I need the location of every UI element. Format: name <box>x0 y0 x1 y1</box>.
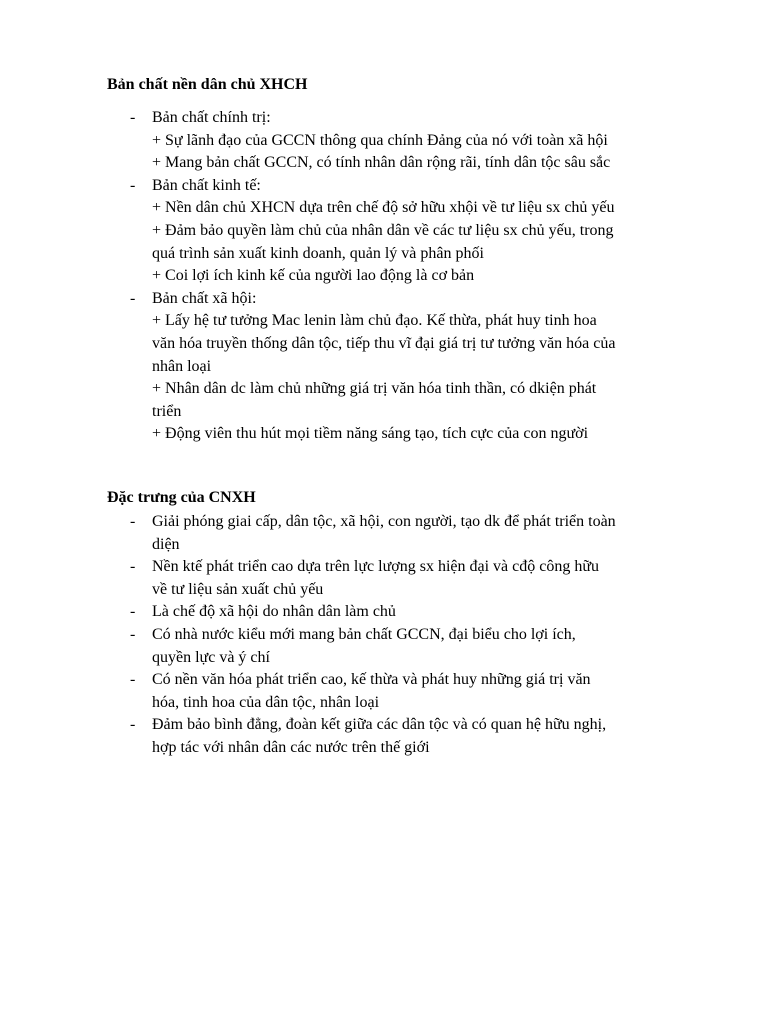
item-text: Có nhà nước kiểu mới mang bản chất GCCN, đại biểu cho lợi ích, <box>152 625 576 643</box>
item-text: hợp tác với nhân dân các nước trên thế giới <box>152 738 430 756</box>
item-point: nhân loại <box>152 357 212 375</box>
item-point: + Coi lợi ích kinh kế của người lao động là cơ bản <box>152 267 475 285</box>
bullet-dash: - <box>130 513 136 530</box>
item-text: Có nền văn hóa phát triển cao, kế thừa và phát huy những giá trị văn <box>152 671 591 689</box>
item-text: Giải phóng giai cấp, dân tộc, xã hội, con người, tạo dk để phát triển toàn <box>152 513 616 530</box>
list-item <box>107 288 667 446</box>
list-item <box>107 556 667 601</box>
section-2-list <box>107 511 667 760</box>
list-item <box>107 175 667 288</box>
item-label: Bản chất chính trị: <box>152 109 271 126</box>
bullet-dash: - <box>130 671 136 689</box>
list-item <box>107 601 667 624</box>
list-item <box>107 107 667 175</box>
bullet-dash: - <box>130 625 136 643</box>
item-text: quyền lực và ý chí <box>152 648 270 666</box>
item-point: + Động viên thu hút mọi tiềm năng sáng tạo, tích cực của con người <box>152 425 589 443</box>
bullet-dash: - <box>130 603 136 621</box>
list-item <box>107 511 667 556</box>
list-item <box>107 714 667 759</box>
section-1-heading: Bản chất nền dân chủ XHCH <box>107 76 308 93</box>
item-text: hóa, tinh hoa của dân tộc, nhân loại <box>152 693 380 711</box>
item-point: + Lấy hệ tư tưởng Mac lenin làm chủ đạo. Kế thừa, phát huy tinh hoa <box>152 312 597 330</box>
item-point: văn hóa truyền thống dân tộc, tiếp thu vĩ đại giá trị tư tưởng văn hóa của <box>152 334 616 352</box>
item-point: quá trình sản xuất kinh doanh, quản lý và phân phối <box>152 244 484 262</box>
item-point: + Nền dân chủ XHCN dựa trên chế độ sở hữu xhội về tư liệu sx chủ yếu <box>152 199 615 217</box>
list-item <box>107 624 667 669</box>
item-text: về tư liệu sản xuất chủ yếu <box>152 580 324 598</box>
item-text: diện <box>152 535 180 553</box>
bullet-dash: - <box>130 176 136 194</box>
item-label: Bản chất xã hội: <box>152 289 257 307</box>
item-point: + Mang bản chất GCCN, có tính nhân dân rộng rãi, tính dân tộc sâu sắc <box>152 154 611 172</box>
item-label: Bản chất kinh tế: <box>152 176 261 194</box>
item-text: Đảm bảo bình đẳng, đoàn kết giữa các dân tộc và có quan hệ hữu nghị, <box>152 716 607 734</box>
bullet-dash: - <box>130 109 136 126</box>
section-2-heading: Đặc trưng của CNXH <box>107 489 256 506</box>
item-point: + Sự lãnh đạo của GCCN thông qua chính Đảng của nó với toàn xã hội <box>152 131 608 149</box>
item-point: + Đảm bảo quyền làm chủ của nhân dân về các tư liệu sx chủ yếu, trong <box>152 221 614 239</box>
bullet-dash: - <box>130 716 136 734</box>
list-item <box>107 669 667 714</box>
bullet-dash: - <box>130 558 136 576</box>
item-text: Nền ktế phát triển cao dựa trên lực lượng sx hiện đại và cđộ công hữu <box>152 558 600 576</box>
bullet-dash: - <box>130 289 136 307</box>
item-text: Là chế độ xã hội do nhân dân làm chủ <box>152 603 396 621</box>
item-point: + Nhân dân dc làm chủ những giá trị văn hóa tinh thần, có dkiện phát <box>152 380 597 398</box>
item-point: triển <box>152 402 182 420</box>
section-1-list <box>107 107 667 446</box>
